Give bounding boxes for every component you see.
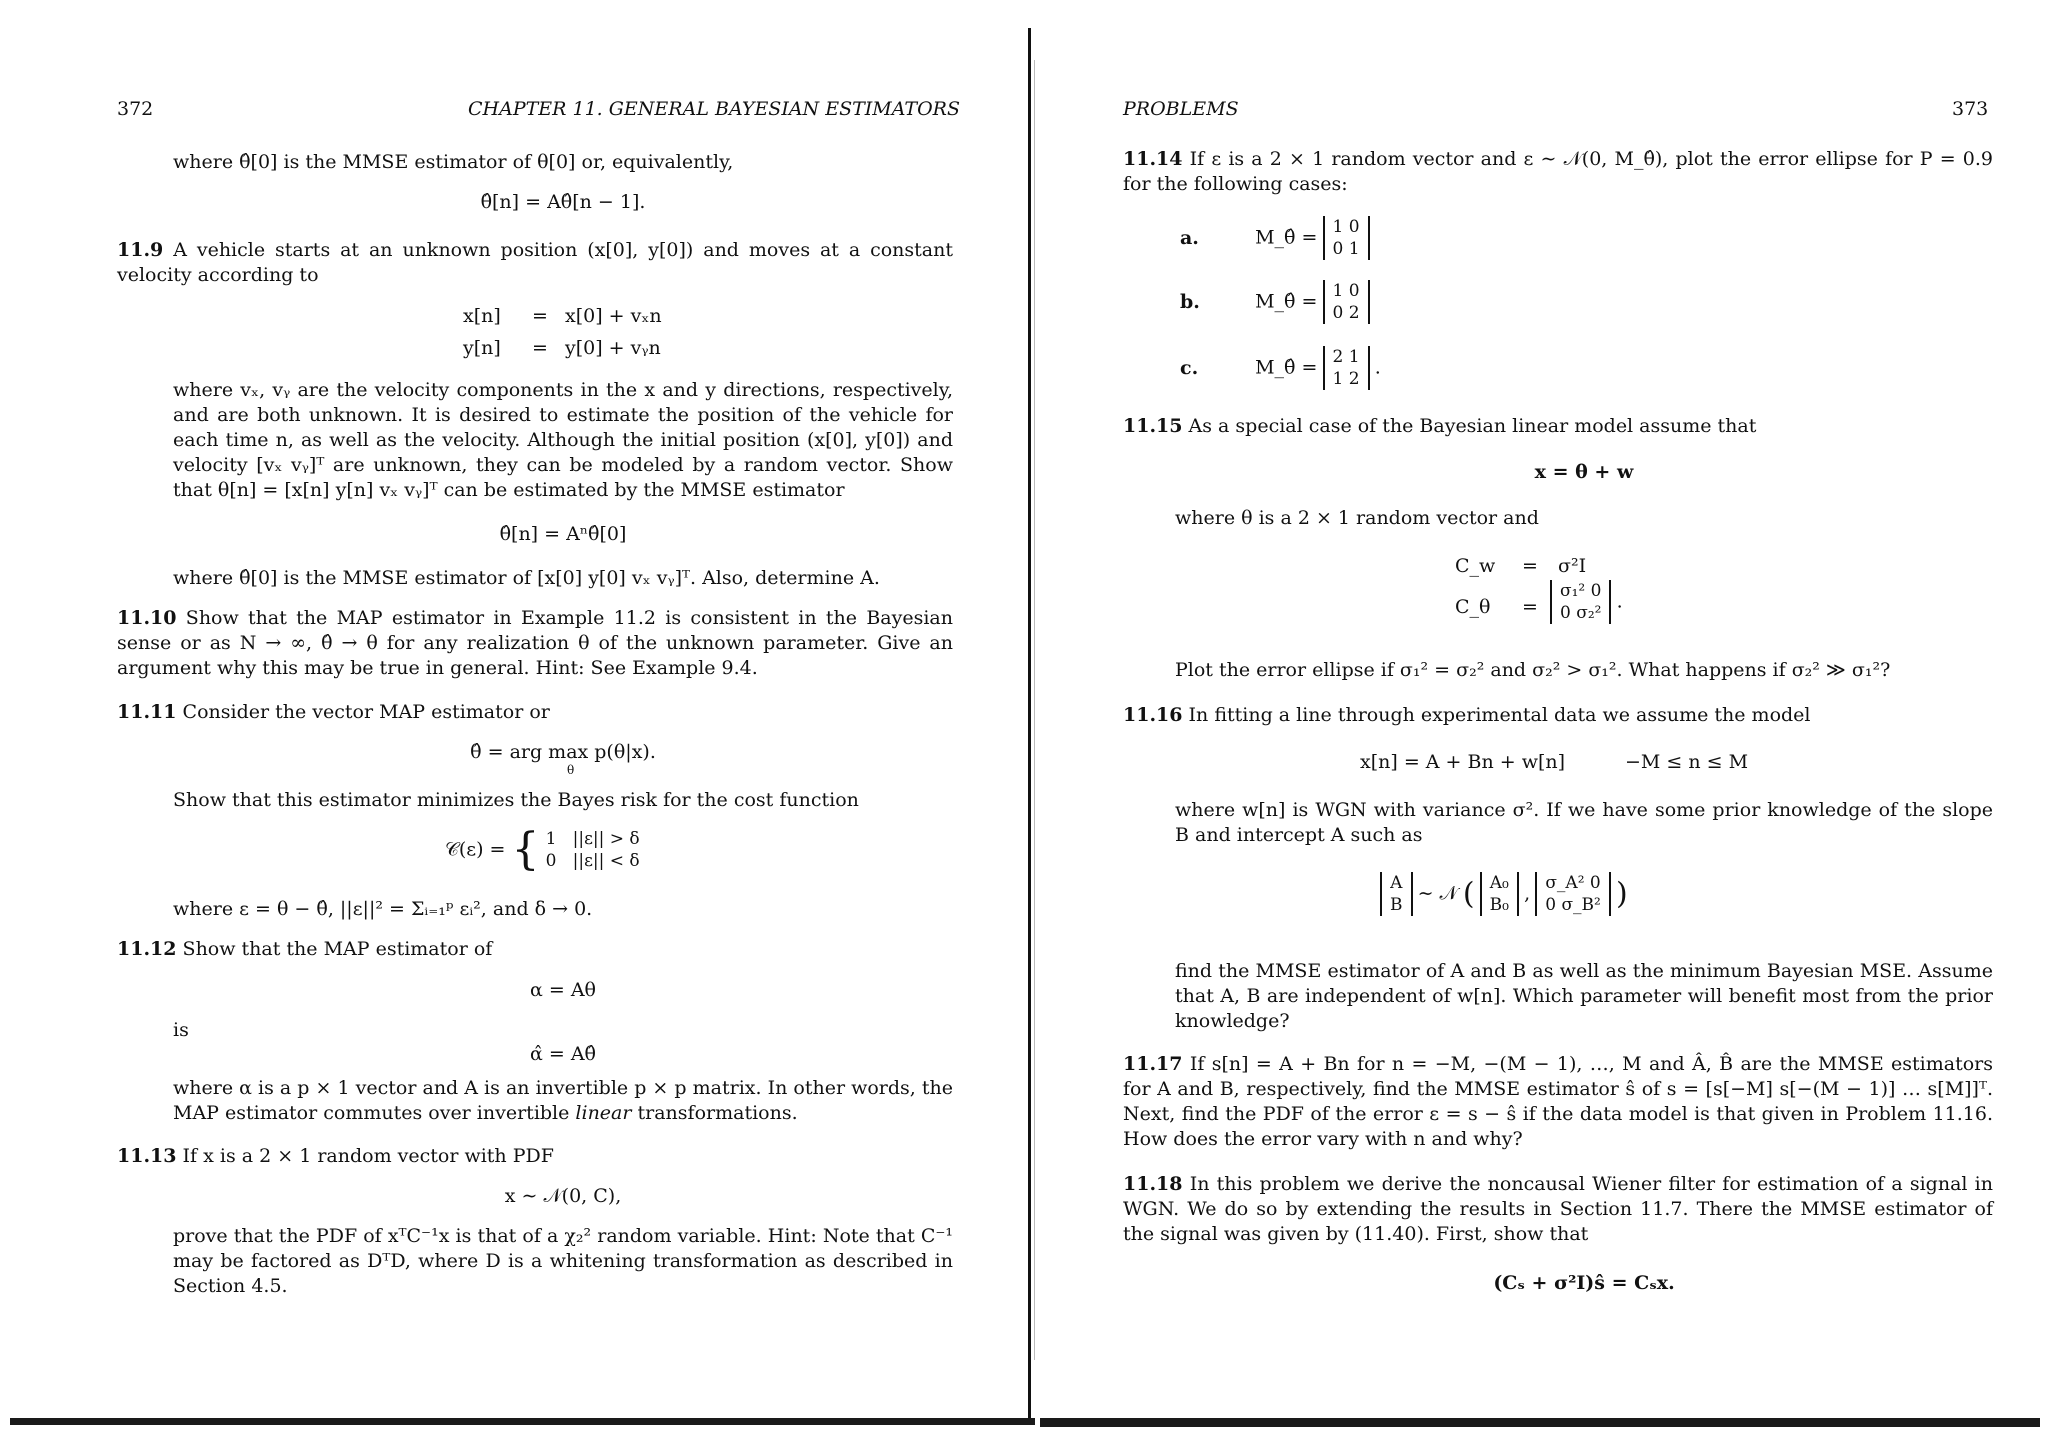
problem-11-11-eq1: θ̂ = arg max p(θ|x). [470, 741, 656, 763]
page-number-right: 373 [1952, 98, 1989, 120]
problem-number: 11.17 [1123, 1053, 1183, 1075]
problem-11-11-text3: where ε = θ − θ̂, ||ε||² = Σᵢ₌₁ᵖ εᵢ², and δ → 0. [173, 898, 593, 920]
left-paren-icon: ( [1462, 876, 1475, 912]
matrix: σ₁² 0 0 σ₂² [1550, 580, 1611, 624]
problem-11-11-text1: 11.11 Consider the vector MAP estimator or [117, 701, 550, 723]
left-brace-icon: { [511, 824, 540, 875]
eq-y-rhs: y[0] + vᵧn [565, 337, 661, 359]
problem-11-13-eq1: x ∼ 𝒩(0, C), [504, 1185, 622, 1207]
problem-11-16-eq1: x[n] = A + Bn + w[n] [1360, 751, 1566, 773]
problem-11-17: 11.17 If s[n] = A + Bn for n = −M, −(M − 1), …, M and Â, B̂ are the MMSE estimators for A and B, respectively, find the MMSE estimator ŝ of s = [s[−M] s[−(M − 1)] … s[M]]ᵀ. Next, find the PDF of the error ε = s − ŝ if the data model is that given in Problem 11.16. How does the error vary with n and why? [1123, 1053, 1993, 1150]
matrix: 1 0 0 2 [1323, 280, 1370, 324]
running-head-left: CHAPTER 11. GENERAL BAYESIAN ESTIMATORS [468, 98, 960, 120]
vector-ab: A B [1380, 872, 1413, 916]
covariance-matrix: σ_A² 0 0 σ_B² [1535, 872, 1611, 916]
argmax-subscript: θ [567, 763, 575, 777]
ctheta-lhs: C_θ [1455, 596, 1491, 618]
problem-number: 11.15 [1123, 415, 1183, 437]
cw-sign: = [1522, 555, 1538, 577]
problem-11-9-text3: where θ̂[0] is the MMSE estimator of [x[0] y[0] vₓ vᵧ]ᵀ. Also, determine A. [173, 567, 880, 589]
right-paren-icon: ) [1615, 876, 1628, 912]
eq-x-lhs: x[n] [463, 305, 501, 327]
eq-y-lhs: y[n] [463, 337, 501, 359]
ctheta-sign: = [1522, 596, 1538, 618]
problem-number: 11.12 [117, 938, 177, 960]
eq-y-sign: = [532, 337, 548, 359]
problem-number: 11.14 [1123, 148, 1183, 170]
problem-11-9-text2: where vₓ, vᵧ are the velocity components in the x and y directions, respectively, and are both unknown. It is desired to estimate the position of the vehicle for each time n, as well as the velocity. Although the initial position (x[0], y[0]) and velocity [vₓ vᵧ]ᵀ are unknown, they can be modeled by a random vector. Show that θ[n] = [x[n] y[n] vₓ vᵧ]ᵀ can be estimated by the MMSE estimator [173, 379, 953, 501]
problem-11-16-text3: find the MMSE estimator of A and B as well as the minimum Bayesian MSE. Assume that A, B are independent of w[n]. Which parameter will benefit most from the prior knowledge? [1175, 960, 1993, 1032]
problem-11-12-text2: where α is a p × 1 vector and A is an invertible p × p matrix. In other words, the MAP estimator commutes over invertible linear transformations. [173, 1077, 953, 1124]
book-spine [1028, 28, 1031, 1418]
problem-11-15-text2: where θ is a 2 × 1 random vector and [1175, 507, 1539, 529]
eq-x-sign: = [532, 305, 548, 327]
running-head-right: PROBLEMS [1123, 98, 1239, 120]
problem-11-12-is: is [173, 1019, 189, 1041]
prior-distribution: A B ∼ 𝒩 ( A₀ B₀ , σ_A² 0 0 σ_B² ) [1380, 872, 1628, 916]
problem-11-12-eq2: α̂ = Aθ̂ [530, 1043, 596, 1065]
problem-number: 11.11 [117, 701, 177, 723]
problem-11-12-text1: 11.12 Show that the MAP estimator of [117, 938, 493, 960]
problem-11-15-eq1: x = θ + w [1534, 461, 1634, 483]
cw-lhs: C_w [1455, 555, 1496, 577]
problem-11-15-text3: Plot the error ellipse if σ₁² = σ₂² and σ₂² > σ₁². What happens if σ₂² ≫ σ₁²? [1175, 659, 1891, 681]
problem-11-16-text1: 11.16 In fitting a line through experimental data we assume the model [1123, 704, 1811, 726]
problem-11-16-text2: where w[n] is WGN with variance σ². If we have some prior knowledge of the slope B and intercept A such as [1175, 799, 1993, 846]
page-bottom-edge-left [10, 1418, 1035, 1425]
problem-11-13-text2: prove that the PDF of xᵀC⁻¹x is that of a χ₂² random variable. Hint: Note that C⁻¹ may be factored as DᵀD, where D is a whitening transformation as described in Section 4.5. [173, 1225, 953, 1297]
case-a: a. M_θ̂ = 1 0 0 1 [1180, 216, 1370, 260]
right-page [1040, 0, 2048, 1446]
page-bottom-edge-right [1040, 1418, 2040, 1427]
problem-11-9-text1: 11.9 A vehicle starts at an unknown position (x[0], y[0]) and moves at a constant velocity according to [117, 239, 953, 286]
problem-11-14-text: 11.14 If ε is a 2 × 1 random vector and ε ∼ 𝒩(0, M_θ̂), plot the error ellipse for P = 0.9 for the following cases: [1123, 148, 1993, 195]
mean-vector: A₀ B₀ [1480, 872, 1519, 916]
case-b: b. M_θ̂ = 1 0 0 2 [1180, 280, 1370, 324]
problem-11-18: 11.18 In this problem we derive the noncausal Wiener filter for estimation of a signal in WGN. We do so by extending the results in Section 11.7. There the MMSE estimator of the signal was given by (11.40). First, show that [1123, 1173, 1993, 1245]
cost-cases: 1 ||ε|| > δ 0 ||ε|| < δ [545, 828, 640, 871]
problem-number: 11.13 [117, 1145, 177, 1167]
ctheta-matrix: σ₁² 0 0 σ₂² . [1550, 580, 1623, 624]
problem-11-10: 11.10 Show that the MAP estimator in Example 11.2 is consistent in the Bayesian sense or as N → ∞, θ̂ → θ for any realization θ of the unknown parameter. Give an argument why this may be true in general. Hint: See Example 9.4. [117, 607, 953, 679]
problem-11-15-text1: 11.15 As a special case of the Bayesian linear model assume that [1123, 415, 1757, 437]
problem-number: 11.9 [117, 239, 164, 261]
intro-line: where θ̂[0] is the MMSE estimator of θ[0] or, equivalently, [173, 151, 734, 173]
case-c: c. M_θ̂ = 2 1 1 2 . [1180, 347, 1381, 389]
matrix: 1 0 0 1 [1323, 216, 1370, 260]
page-number-left: 372 [117, 98, 154, 120]
problem-11-11-text2: Show that this estimator minimizes the Bayes risk for the cost function [173, 789, 859, 811]
problem-11-16-eq1-range: −M ≤ n ≤ M [1625, 751, 1749, 773]
cost-function: 𝒞(ε) = { 1 ||ε|| > δ 0 ||ε|| < δ [445, 824, 640, 875]
problem-11-12-eq1: α = Aθ [530, 979, 596, 1001]
problem-number: 11.18 [1123, 1173, 1183, 1195]
eq-x-rhs: x[0] + vₓn [565, 305, 662, 327]
problem-number: 11.16 [1123, 704, 1183, 726]
intro-equation: θ̂[n] = Aθ̂[n − 1]. [480, 191, 646, 213]
problem-11-13-text1: 11.13 If x is a 2 × 1 random vector with PDF [117, 1145, 554, 1167]
problem-11-18-eq1: (Cₛ + σ²I)ŝ = Cₛx. [1493, 1272, 1675, 1294]
book-spine-shadow [1034, 60, 1035, 1360]
problem-11-9-eq3: θ̂[n] = Aⁿθ̂[0] [499, 523, 627, 545]
problem-number: 11.10 [117, 607, 177, 629]
matrix: 2 1 1 2 [1323, 346, 1370, 390]
cw-rhs: σ²I [1558, 555, 1587, 577]
